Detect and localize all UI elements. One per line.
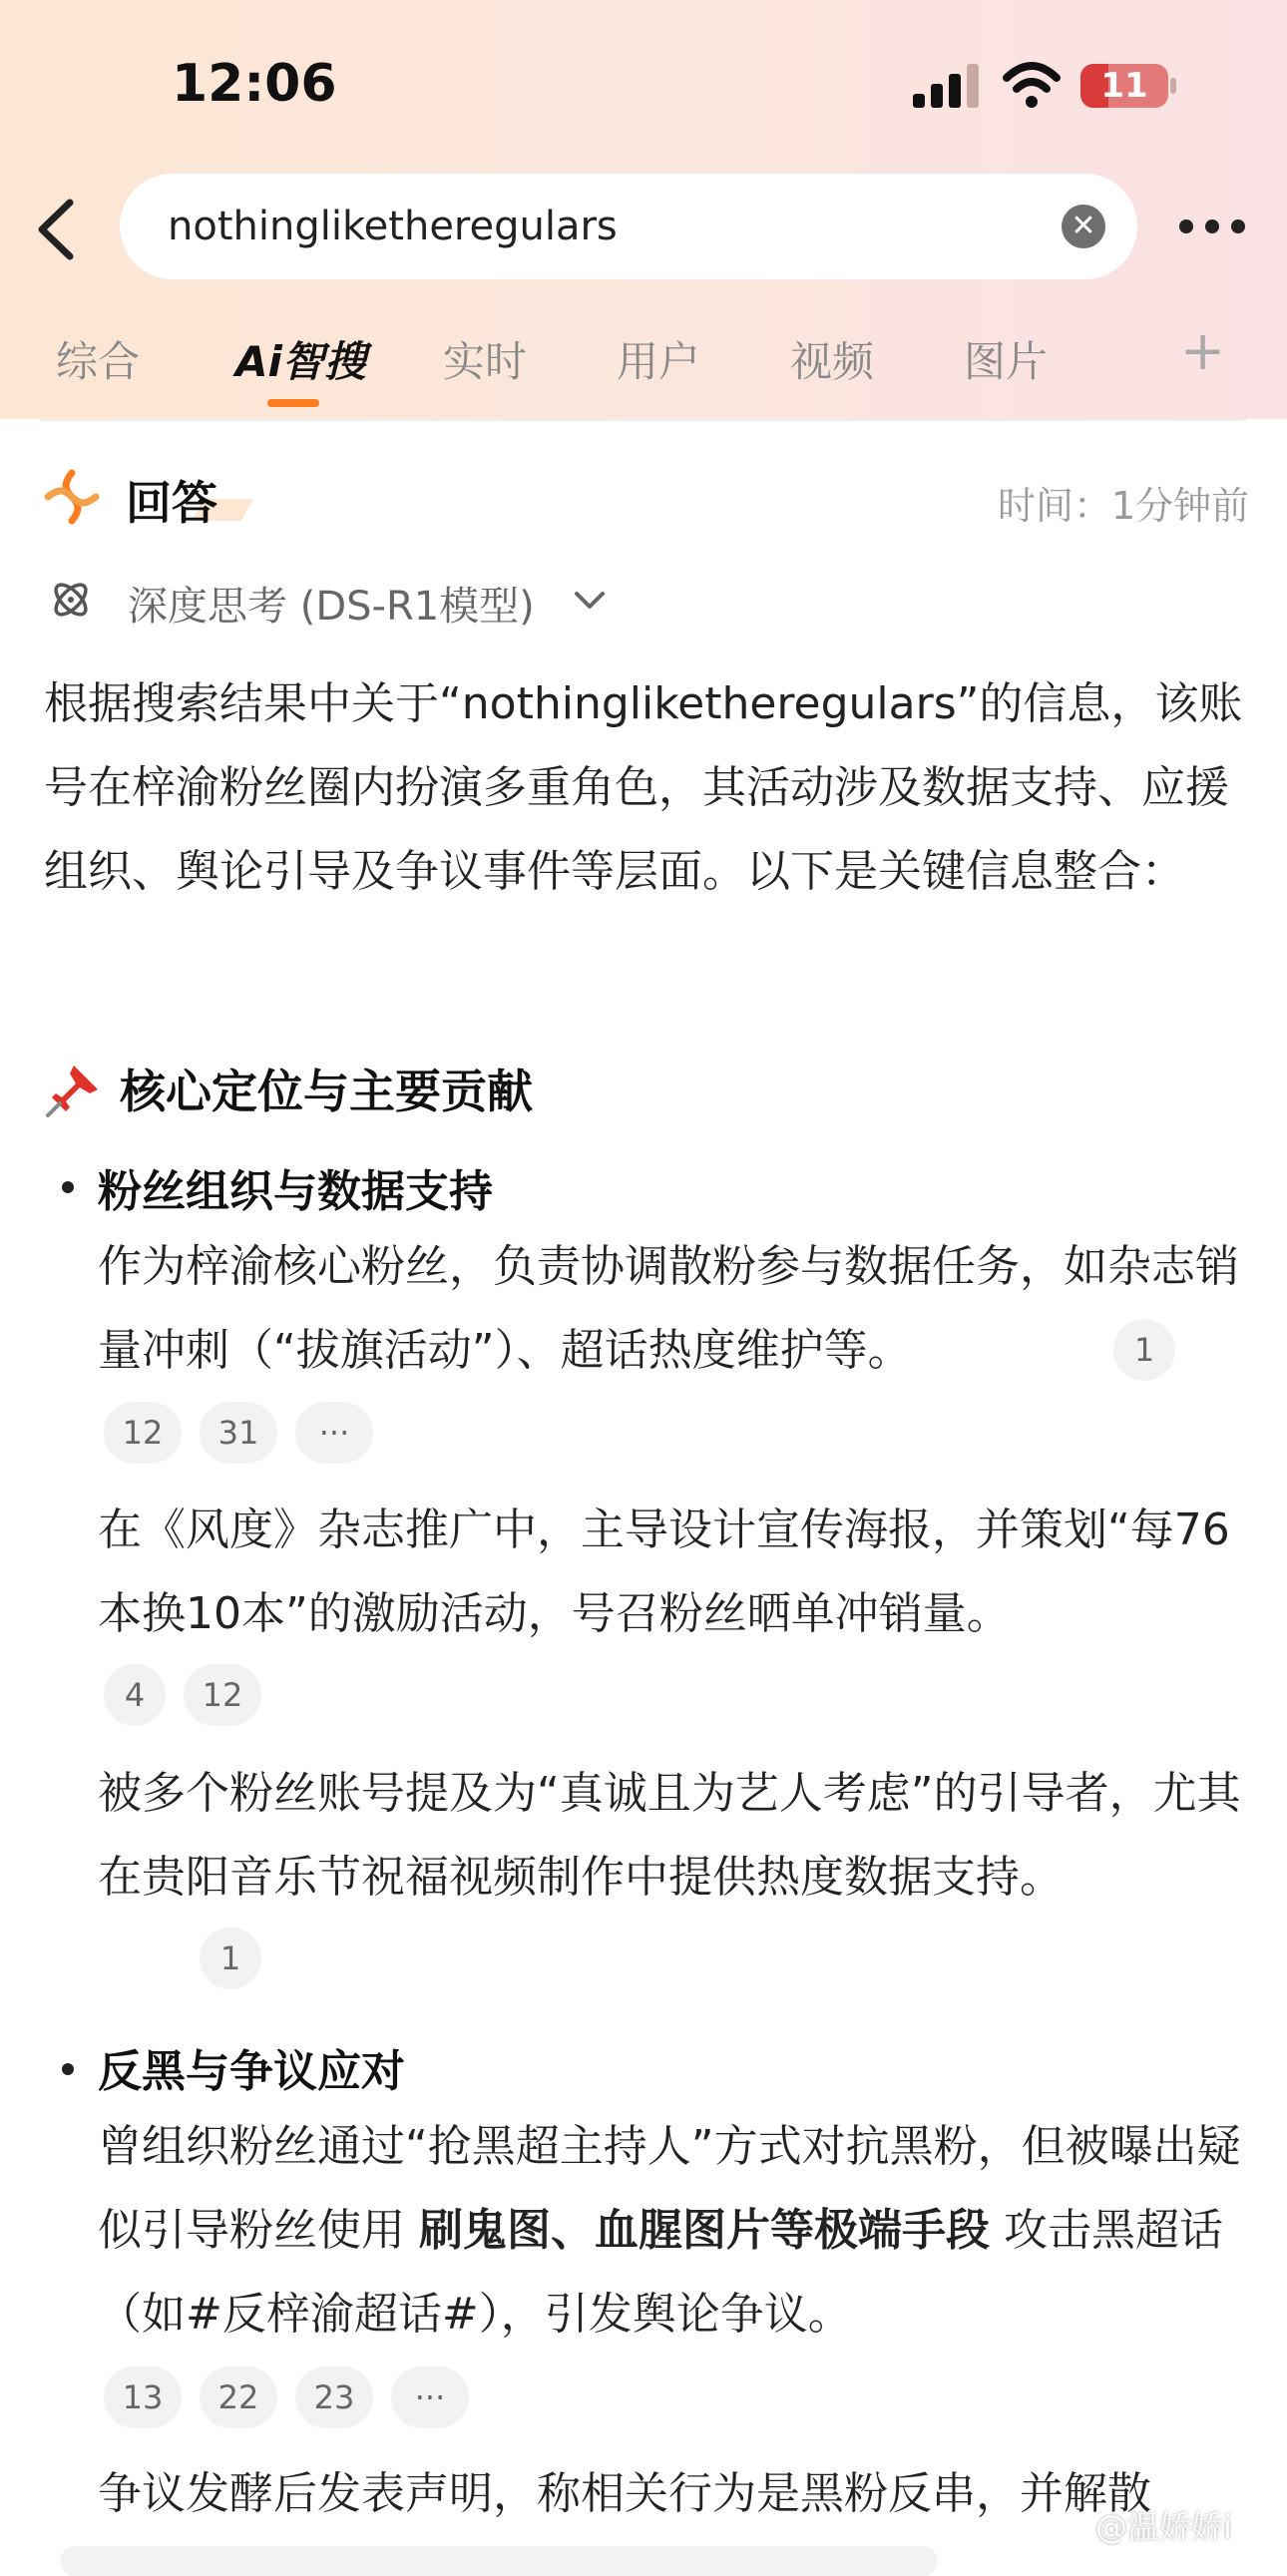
- tab-ai-search[interactable]: Ai智搜: [235, 337, 366, 386]
- battery-icon: [1080, 64, 1168, 108]
- battery-tip: [1170, 78, 1176, 94]
- chevron-down-icon[interactable]: [573, 589, 607, 613]
- reference-chip[interactable]: 22: [200, 2366, 277, 2428]
- bullet-paragraph: 被多个粉丝账号提及为“真诚且为艺人考虑”的引导者，尤其在贵阳音乐节祝福视频制作中提供热度数据支持。: [98, 1768, 1241, 1903]
- ai-answer-icon: [44, 469, 100, 525]
- section-heading: [44, 1056, 533, 1121]
- status-time: 12:06: [172, 54, 337, 114]
- search-query[interactable]: nothingliketheregulars: [168, 204, 618, 249]
- watermark: @温娇娇i: [1095, 2508, 1232, 2546]
- cellular-signal-icon: [913, 64, 983, 110]
- pushpin-icon: [44, 1058, 106, 1119]
- deep-think-toggle[interactable]: 深度思考 (DS-R1模型): [128, 584, 535, 630]
- battery-level: 11: [1100, 66, 1148, 106]
- tab-realtime[interactable]: 实时: [443, 337, 528, 386]
- reference-chip[interactable]: 4: [104, 1664, 166, 1726]
- search-input[interactable]: [120, 174, 1137, 279]
- back-arrow-icon[interactable]: [28, 195, 88, 264]
- answer-title: 回答: [126, 476, 217, 530]
- bullet-paragraph: 作为梓渝核心粉丝，负责协调散粉参与数据任务，如杂志销量冲刺（“拔旗活动”）、超话热度维护等。: [98, 1241, 1239, 1376]
- tab-videos[interactable]: 视频: [790, 337, 875, 386]
- bullet-paragraph: 争议发酵后发表声明，称相关行为是黑粉反串，并解散: [98, 2468, 1151, 2519]
- tab-images[interactable]: 图片: [964, 337, 1049, 386]
- answer-time: 时间：1分钟前: [998, 484, 1250, 528]
- reference-chip[interactable]: 31: [200, 1402, 277, 1464]
- answer-intro: 根据搜索结果中关于“nothingliketheregulars”的信息，该账号在梓渝粉丝圈内扮演多重角色，其活动涉及数据支持、应援组织、舆论引导及争议事件等层面。以下是关键信息整合：: [44, 678, 1243, 897]
- more-options-icon[interactable]: [1177, 205, 1247, 248]
- emphasis-text: 刷鬼图、血腥图片等极端手段: [419, 2205, 990, 2256]
- deep-think-icon: [48, 577, 94, 623]
- bullet-paragraph: 在《风度》杂志推广中，主导设计宣传海报，并策划“每76本换10本”的激励活动，号召粉丝晒单冲销量。: [98, 1504, 1230, 1639]
- bullet-title: 粉丝组织与数据支持: [98, 1166, 493, 1217]
- active-tab-indicator: [267, 399, 319, 407]
- close-icon: ✕: [1071, 209, 1096, 243]
- reference-chip[interactable]: 12: [104, 1402, 182, 1464]
- bullet-paragraph: 曾组织粉丝通过“抢黑超主持人”方式对抗黑粉，但被曝出疑似引导粉丝使用 刷鬼图、血腥图片等极端手段 攻击黑超话（如#反梓渝超话#），引发舆论争议。: [98, 2121, 1241, 2340]
- bullet-dot: [62, 1181, 74, 1193]
- bullet-title: 反黑与争议应对: [98, 2046, 405, 2097]
- reference-more-chip[interactable]: ···: [295, 1402, 373, 1464]
- wifi-icon: [1003, 60, 1061, 110]
- bottom-input-bar[interactable]: [60, 2546, 938, 2576]
- clear-search-button[interactable]: [1062, 205, 1105, 248]
- bullet-dot: [62, 2063, 74, 2075]
- reference-chip[interactable]: 23: [295, 2366, 373, 2428]
- reference-chip[interactable]: 1: [1113, 1319, 1175, 1381]
- tab-general[interactable]: 综合: [56, 337, 141, 386]
- tab-users[interactable]: 用户: [617, 337, 701, 386]
- reference-chip[interactable]: 13: [104, 2366, 182, 2428]
- section-heading-text: 核心定位与主要贡献: [120, 1065, 533, 1118]
- reference-chip[interactable]: 12: [184, 1664, 261, 1726]
- add-tab-icon[interactable]: +: [1180, 319, 1226, 382]
- reference-more-chip[interactable]: ···: [391, 2366, 469, 2428]
- divider: [40, 419, 1247, 421]
- reference-chip[interactable]: 1: [200, 1928, 261, 1989]
